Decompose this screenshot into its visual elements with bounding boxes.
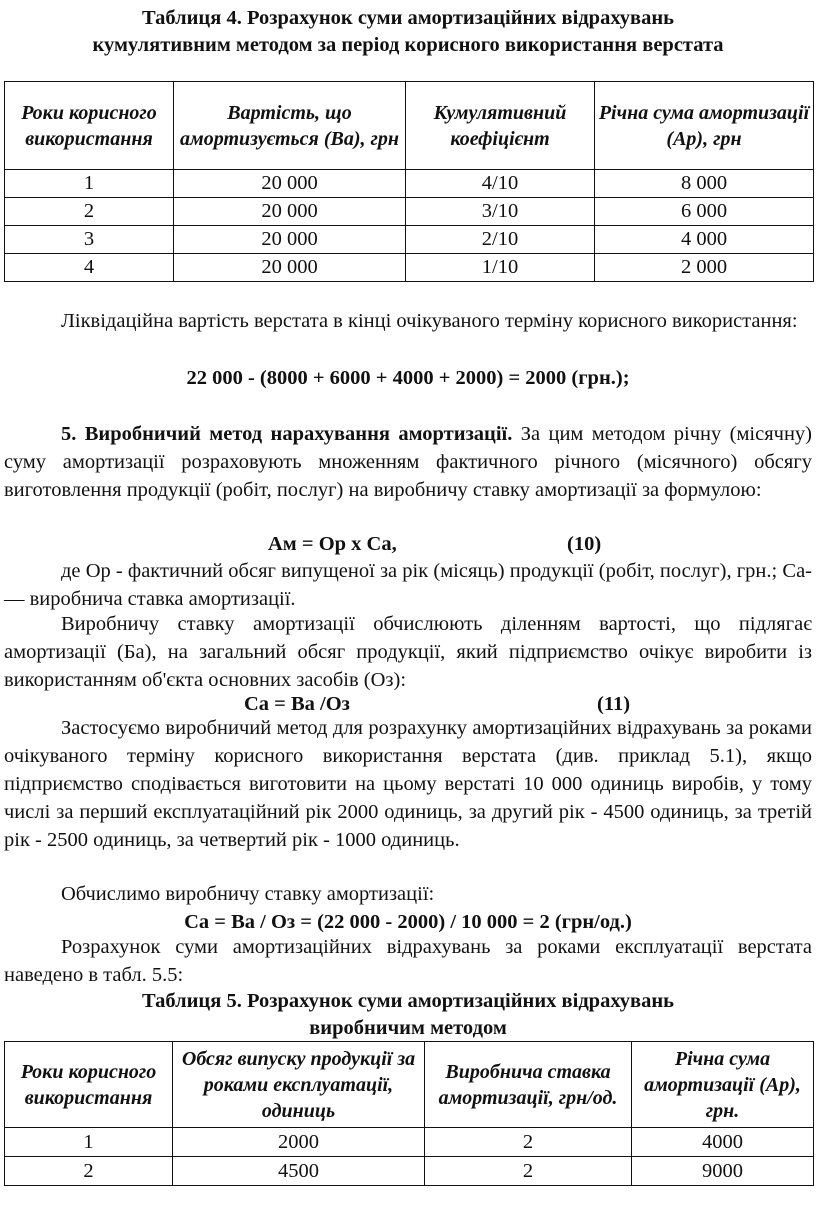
table-cell: 2 000 [595,254,814,282]
table-cell: 6 000 [595,198,814,226]
table4-header-coefficient: Кумулятивний коефіцієнт [406,82,595,170]
table-cell: 2 [5,198,174,226]
compute-paragraph: Обчислимо виробничу ставку амортизації: [61,883,435,905]
apply-paragraph: Застосуємо виробничий метод для розрахунку амортизаційних відрахувань за роками очікуваного терміну корисного використання верстата (див. приклад 5.1), якщо підприємство сподівається виготовити на цьому верстаті 10 000 одиниць виробів, у тому числі за перший експлуатаційний рік 2000 одиниць, за другий рік - 4500 одиниць, за третій рік - 2500 одиниць, за четвертий рік - 1000 одиниць. [4,717,812,851]
table-cell: 1 [5,170,174,198]
table-row [5,170,814,198]
table4-caption-line2: кумулятивним методом за період корисного використання верстата [92,34,724,56]
table-cell: 2000 [173,1128,425,1157]
section5-text: За цим методом річну (місячну) суму амортизації розраховують множенням фактичного річного (місячного) обсягу виготовлення продукції (робіт, послуг) на виробничу ставку амортизації за формулою: [4,423,813,501]
where-paragraph: де Ор - фактичний обсяг випущеної за рік (місяць) продукції (робіт, послуг), грн.; Са-— виробнича ставка амортизації. [4,560,812,610]
table5-header-row [5,1042,814,1128]
section5-heading: 5. Виробничий метод нарахування амортизації. [61,423,513,445]
table4-header-cost: Вартість, що амортизується (Ва), грн [174,82,406,170]
table-cell: 20 000 [174,254,406,282]
table5-caption-line1: Таблиця 5. Розрахунок суми амортизаційних відрахувань [141,990,675,1012]
formula-10-number: (10) [567,533,602,555]
table5-header-annual-sum: Річна сума амортизації (Ар), грн. [632,1042,814,1128]
table-cell: 20 000 [174,226,406,254]
table-cell: 3/10 [406,198,595,226]
table-cell: 20 000 [174,198,406,226]
table5-header-output: Обсяг випуску продукції за роками експлуатації, одиниць [173,1042,425,1128]
table5-header-years: Роки корисного використання [5,1042,173,1128]
table-cell: 4 000 [595,226,814,254]
table-cell: 4/10 [406,170,595,198]
rate-formula: Са = Ва / Оз = (22 000 - 2000) / 10 000 = 2 (грн/од.) [184,911,632,933]
table-row [5,1128,814,1157]
table-cell: 4500 [173,1157,425,1186]
table-cell: 4000 [632,1128,814,1157]
section5-paragraph [4,420,812,504]
table-cell: 1 [5,1128,173,1157]
table4-caption-line1: Таблиця 4. Розрахунок суми амортизаційних відрахувань [141,7,675,29]
table4-header-annual-sum: Річна сума амортизації (Ар), грн [595,82,814,170]
table-cell: 2 [425,1128,632,1157]
formula-10: Ам = Ор х Са, [268,533,397,555]
table-row [5,254,814,282]
table5 [4,1041,814,1186]
table4-header-row [5,82,814,170]
table-row [5,1157,814,1186]
formula-11: Са = Ва /Оз [244,693,350,715]
table-row [5,198,814,226]
table-cell: 3 [5,226,174,254]
table-cell: 8 000 [595,170,814,198]
table-cell: 2 [425,1157,632,1186]
table4-header-years: Роки корисного використання [5,82,174,170]
calc-paragraph: Розрахунок суми амортизаційних відрахувань за роками експлуатації верстата наведено в табл. 5.5: [4,936,812,986]
table-cell: 9000 [632,1157,814,1186]
table-cell: 2 [5,1157,173,1186]
table4 [4,81,814,282]
table-cell: 20 000 [174,170,406,198]
table4-caption [4,5,812,59]
liquidation-paragraph: Ліквідаційна вартість верстата в кінці очікуваного терміну корисного використання: [61,310,798,332]
rate-paragraph: Виробничу ставку амортизації обчислюють діленням вартості, що підлягає амортизації (Ба), на загальний обсяг продукції, який підприємство очікує виробити із використанням об'єкта основних засобів (Оз): [4,613,812,691]
table5-caption-line2: виробничим методом [309,1017,507,1039]
table-cell: 2/10 [406,226,595,254]
table-cell: 1/10 [406,254,595,282]
table5-header-rate: Виробнича ставка амортизації, грн/од. [425,1042,632,1128]
liquidation-formula: 22 000 - (8000 + 6000 + 4000 + 2000) = 2000 (грн.); [186,367,630,389]
table-row [5,226,814,254]
formula-11-number: (11) [597,693,631,715]
table5-caption [4,988,812,1042]
table-cell: 4 [5,254,174,282]
